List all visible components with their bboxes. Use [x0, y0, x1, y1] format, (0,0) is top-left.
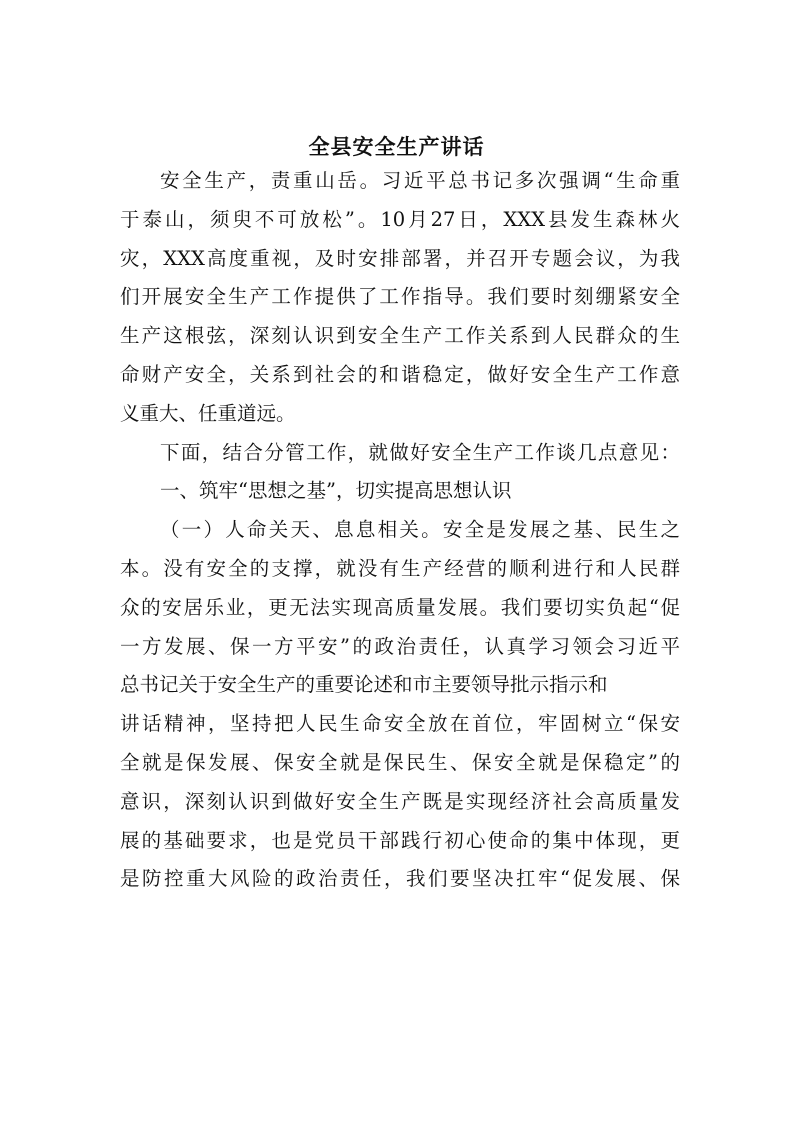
- text-line: （一）人命关天、息息相关。安全是发展之基、民生之: [160, 518, 680, 542]
- section-heading: 一、筑牢“思想之基”，切实提高思想认识: [160, 479, 512, 503]
- text-line: 于泰山，须臾不可放松”。10月27日，XXX县发生森林火: [120, 207, 680, 231]
- text-line: 意识，深刻认识到做好安全生产既是实现经济社会高质量发: [120, 789, 680, 813]
- text-line: 全就是保发展、保安全就是保民生、保安全就是保稳定”的: [120, 750, 680, 774]
- text-line: 一方发展、保一方平安”的政治责任，认真学习领会习近平: [120, 634, 680, 658]
- text-line: 灾，XXX高度重视，及时安排部署，并召开专题会议，为我: [120, 246, 680, 270]
- text-line: 是防控重大风险的政治责任，我们要坚决扛牢“促发展、保: [120, 867, 680, 891]
- text-line: 众的安居乐业，更无法实现高质量发展。我们要切实负起“促: [120, 595, 680, 619]
- text-line: 本。没有安全的支撑，就没有生产经营的顺利进行和人民群: [120, 556, 680, 580]
- text-line: 们开展安全生产工作提供了工作指导。我们要时刻绷紧安全: [120, 285, 680, 309]
- page-title: 全县安全生产讲话: [308, 135, 485, 159]
- text-line: 展的基础要求，也是党员干部践行初心使命的集中体现，更: [120, 828, 680, 852]
- text-line: 总书记关于安全生产的重要论述和市主要领导批示指示和: [120, 673, 608, 697]
- text-line: 生产这根弦，深刻认识到安全生产工作关系到人民群众的生: [120, 324, 680, 348]
- text-line: 讲话精神，坚持把人民生命安全放在首位，牢固树立“保安: [120, 712, 680, 736]
- text-line: 义重大、任重道远。: [120, 401, 296, 425]
- text-line: 下面，结合分管工作，就做好安全生产工作谈几点意见：: [160, 440, 680, 464]
- document-body: [120, 162, 680, 899]
- text-line: 命财产安全，关系到社会的和谐稳定，做好安全生产工作意: [120, 362, 680, 386]
- text-line: 安全生产，责重山岳。习近平总书记多次强调“生命重: [160, 169, 680, 192]
